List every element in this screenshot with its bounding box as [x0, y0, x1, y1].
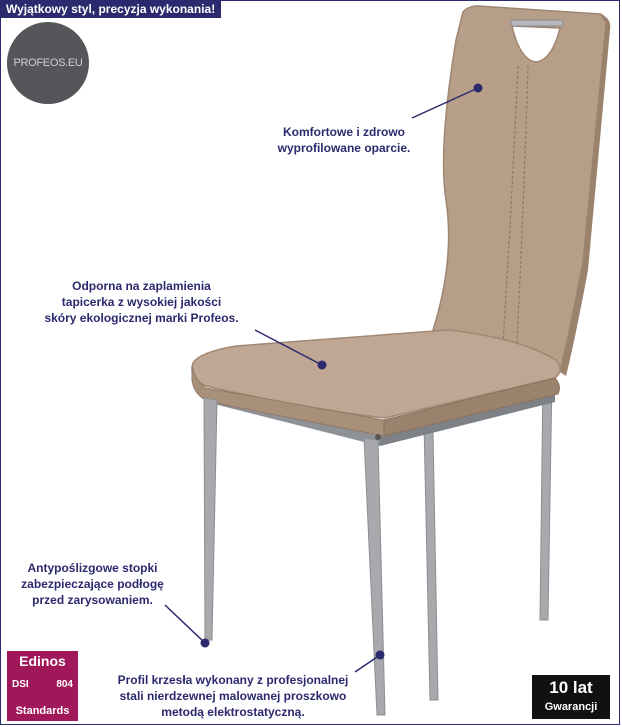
callout-frame: Profil krzesła wykonany z profesjonalnej stali nierdzewnej malowanej proszkowo metodą elektrostatyczną. — [117, 673, 349, 719]
callout-feet: Antypoślizgowe stopki zabezpieczające podłogę przed zarysowaniem. — [21, 561, 164, 607]
callout-dot-frame — [376, 651, 385, 660]
edinos-dsi: DSI — [12, 679, 29, 690]
front-leg-left — [204, 398, 217, 640]
edinos-number: 804 — [56, 679, 73, 690]
guarantee-years: 10 lat — [549, 678, 593, 697]
callout-backrest: Komfortowe i zdrowo wyprofilowane oparcie. — [277, 125, 411, 155]
front-leg-right — [364, 438, 385, 715]
callout-upholstery: Odporna na zaplamienia tapicerka z wysokiej jakości skóry ekologicznej marki Profeos. — [44, 279, 239, 325]
header-banner: Wyjątkowy styl, precyzja wykonania! — [0, 0, 221, 18]
guarantee-label: Gwarancji — [544, 701, 598, 713]
handle-bar — [511, 20, 563, 26]
back-leg-right — [540, 376, 552, 620]
backrest — [432, 6, 606, 372]
logo-text: PROFEOS.EU — [13, 57, 83, 69]
edinos-badge — [7, 651, 78, 721]
edinos-standards: Standards — [15, 705, 70, 717]
callout-dot-upholstery — [318, 361, 327, 370]
callout-dot-feet — [201, 639, 210, 648]
guarantee-badge — [532, 675, 610, 719]
callout-line-feet — [165, 605, 205, 643]
edinos-title: Edinos — [19, 653, 66, 669]
callout-dot-backrest — [474, 84, 483, 93]
frame-bolt — [375, 434, 381, 440]
